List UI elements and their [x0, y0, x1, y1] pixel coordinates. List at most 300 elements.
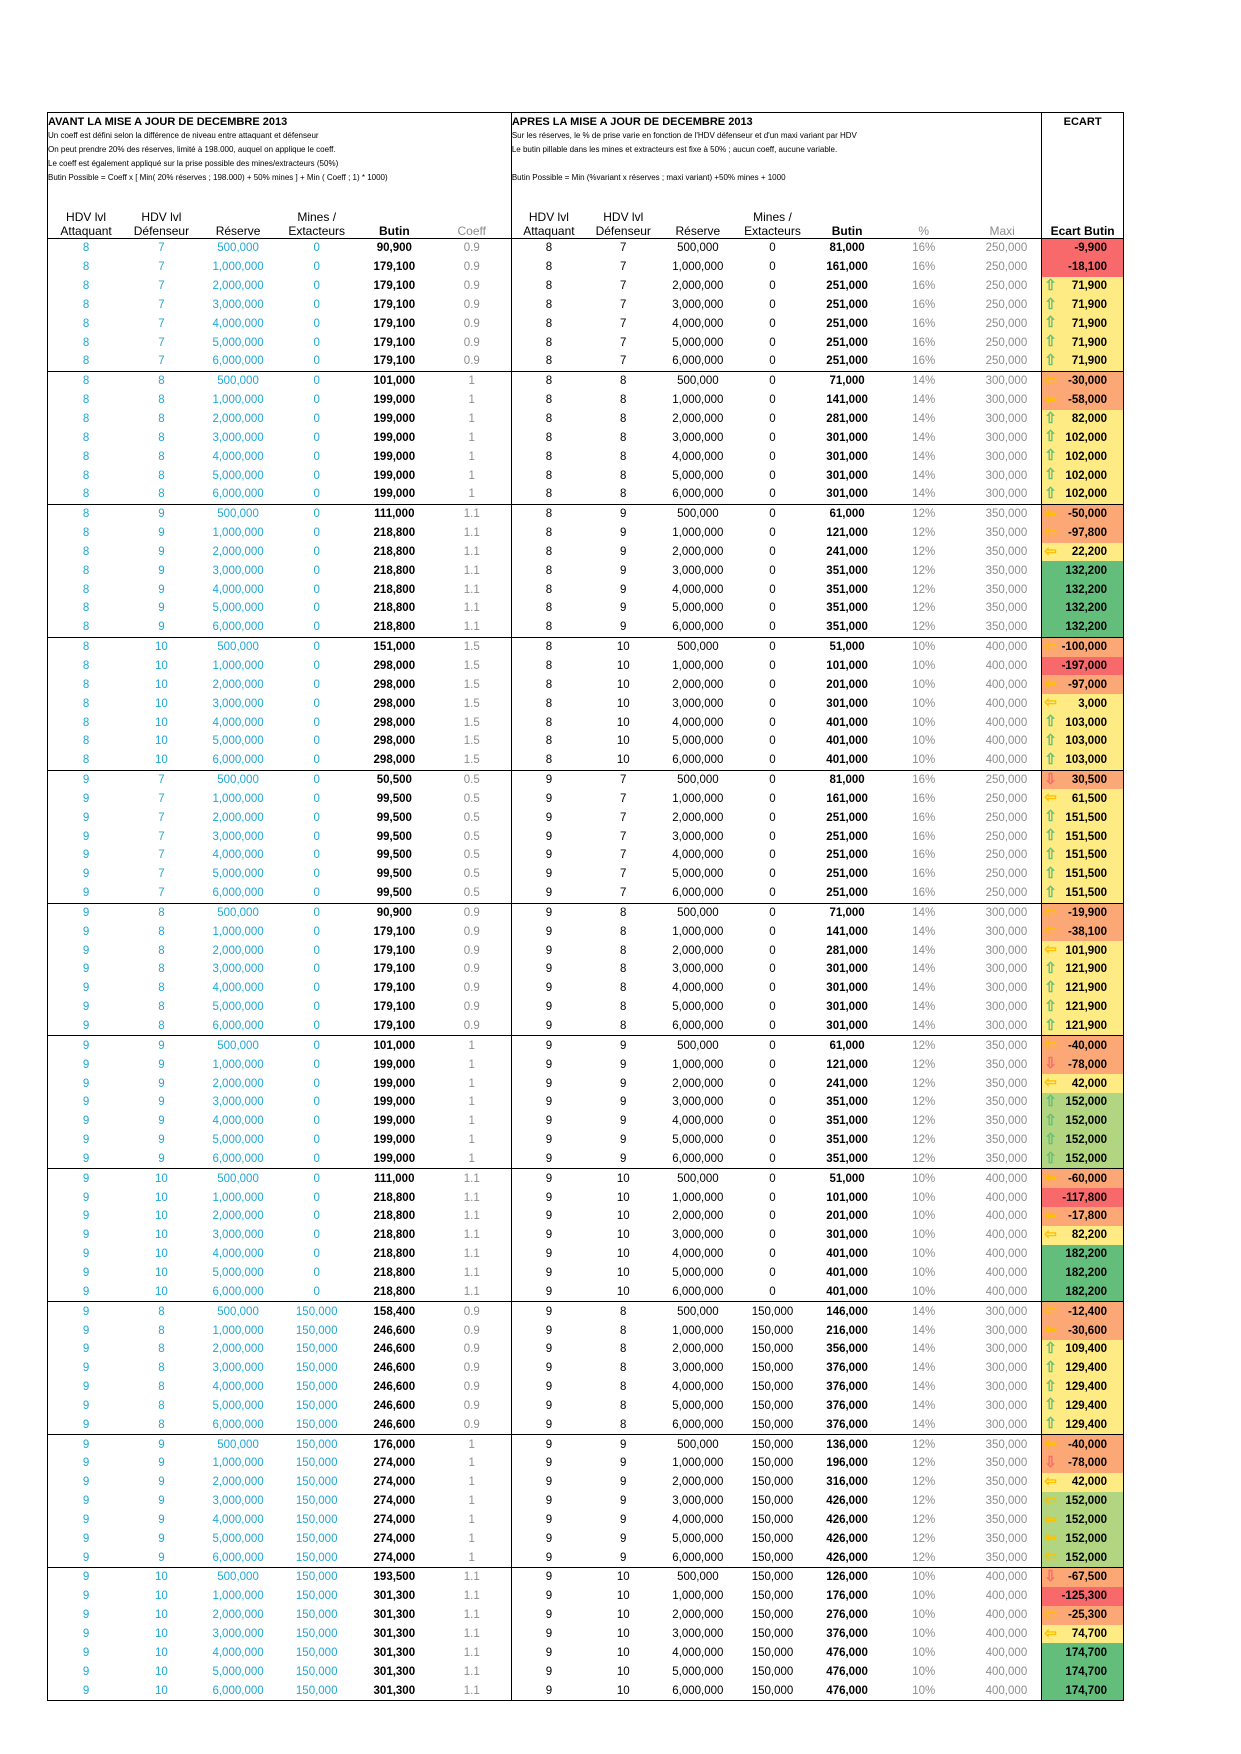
before-hdv-attaquant-cell: 8: [48, 694, 125, 713]
before-mines-cell: 0: [313, 735, 320, 748]
before-hdv-attaquant-cell: 8: [48, 524, 125, 543]
arrow-side-icon: ⇦: [1044, 789, 1057, 807]
before-coeff-cell: 0.9: [433, 314, 512, 333]
before-mines-cell: 0: [313, 944, 320, 957]
arrow-side-icon: ⇦: [1044, 694, 1057, 712]
ecart-butin-cell: [1042, 524, 1124, 543]
after-percent-cell: 12%: [912, 1551, 936, 1564]
before-hdv-defenseur-cell: 9: [124, 1036, 199, 1055]
arrow-side-icon: ⇦: [1044, 542, 1057, 560]
after-reserve-cell: 3,000,000: [672, 1495, 724, 1508]
after-maxi-cell: 350,000: [985, 1513, 1028, 1526]
arrow-up-icon: ⇧: [1044, 1282, 1057, 1300]
table-row: [48, 941, 1124, 960]
before-mines-cell: 0: [313, 1115, 320, 1128]
after-butin-cell: 51,000: [810, 637, 885, 656]
after-mines-cell: 150,000: [751, 1476, 794, 1489]
after-col-hdv-defenseur-header: HDV lvl Défenseur: [595, 210, 651, 238]
ecart-butin-cell: [1042, 1529, 1124, 1548]
after-hdv-attaquant-cell: 9: [511, 1169, 586, 1188]
before-coeff-cell: 0.9: [433, 1017, 512, 1036]
before-hdv-attaquant-cell: 9: [48, 1093, 125, 1112]
after-maxi-cell: 300,000: [985, 963, 1028, 976]
table-row: [48, 713, 1124, 732]
ecart-value: -30,600: [1067, 1324, 1107, 1337]
arrow-up-icon: ⇧: [1044, 599, 1057, 617]
before-coeff-cell: 1.1: [433, 1643, 512, 1662]
before-mines-cell: 150,000: [295, 1457, 338, 1470]
ecart-butin-cell: [1042, 1454, 1124, 1473]
before-col-coeff-header: Coeff: [433, 197, 512, 239]
before-hdv-defenseur-cell: 9: [158, 1495, 165, 1508]
arrow-up-icon: ⇧: [1044, 409, 1057, 427]
ecart-butin-cell: [1042, 239, 1124, 258]
table-row: [48, 1643, 1124, 1662]
after-butin-cell: 216,000: [826, 1324, 868, 1337]
after-maxi-cell: 300,000: [985, 450, 1028, 463]
before-mines-cell: 0: [313, 488, 320, 501]
after-maxi-cell: 300,000: [985, 982, 1028, 995]
after-mines-cell: 0: [769, 678, 776, 691]
after-reserve-cell: 6,000,000: [672, 621, 724, 634]
ecart-value: -78,000: [1067, 1457, 1107, 1470]
after-percent-cell: 10%: [912, 1684, 936, 1697]
after-mines-cell: 0: [769, 697, 776, 710]
after-percent-cell: 16%: [912, 261, 936, 274]
ecart-butin-cell: [1042, 1415, 1124, 1434]
before-butin-cell: 301,300: [373, 1646, 416, 1659]
after-reserve-cell: 3,000,000: [672, 564, 724, 577]
after-maxi-cell: 400,000: [985, 754, 1028, 767]
after-mines-cell: 0: [769, 1266, 776, 1279]
table-row: [48, 561, 1124, 580]
before-hdv-defenseur-cell: 10: [124, 1169, 199, 1188]
after-hdv-attaquant-cell: 9: [545, 1058, 553, 1071]
before-coeff-cell: 1.1: [433, 599, 512, 618]
after-mines-cell: 150,000: [751, 1324, 794, 1337]
before-coeff-cell: 0.9: [433, 960, 512, 979]
ecart-value: -197,000: [1061, 659, 1107, 672]
after-formula: Butin Possible = Min (%variant x réserves ; maxi variant) +50% mines + 1000: [511, 173, 786, 182]
after-reserve-cell: 1,000,000: [672, 1058, 724, 1071]
after-percent-cell: 16%: [884, 770, 963, 789]
ecart-value: 71,900: [1071, 355, 1107, 368]
after-percent-cell: 12%: [912, 621, 936, 634]
before-hdv-attaquant-cell: 8: [48, 428, 125, 447]
before-coeff-cell: 1.1: [433, 1282, 512, 1301]
after-butin-cell: 251,000: [826, 317, 868, 330]
after-hdv-attaquant-cell: 9: [545, 1513, 553, 1526]
before-butin-cell: 301,300: [373, 1628, 416, 1641]
after-hdv-defenseur-cell: 8: [620, 944, 627, 957]
after-percent-cell: 14%: [912, 394, 936, 407]
after-reserve-cell: 2,000,000: [672, 1476, 724, 1489]
before-mines-cell: 0: [277, 504, 356, 523]
before-hdv-defenseur-cell: 7: [158, 830, 165, 843]
after-maxi-cell: 300,000: [985, 1324, 1028, 1337]
after-mines-cell: 0: [769, 1077, 776, 1090]
after-note: Sur les réserves, le % de prise varie en fonction de l'HDV défenseur et d'un maxi variant par HDV: [511, 131, 857, 140]
after-hdv-defenseur-cell: 8: [620, 1399, 627, 1412]
before-hdv-defenseur-cell: 10: [155, 1684, 168, 1697]
before-hdv-defenseur-cell: 9: [158, 564, 165, 577]
before-mines-cell: 0: [313, 982, 320, 995]
before-butin-cell: 199,000: [373, 1096, 416, 1109]
after-reserve-cell: 3,000,000: [672, 697, 724, 710]
before-hdv-attaquant-cell: 9: [48, 1454, 125, 1473]
before-butin-cell: 199,000: [373, 450, 416, 463]
ecart-butin-cell: [1042, 865, 1124, 884]
after-col-butin-header: Butin: [831, 224, 863, 238]
before-col-butin-header: Butin: [379, 224, 410, 238]
ecart-butin-cell: [1042, 1492, 1124, 1511]
after-reserve-cell: 3,000,000: [672, 1229, 724, 1242]
after-hdv-defenseur-cell: 8: [620, 1418, 627, 1431]
before-mines-cell: 150,000: [277, 1568, 356, 1587]
before-hdv-defenseur-cell: 9: [158, 1532, 165, 1545]
arrow-side-icon: ⇦: [1044, 675, 1057, 693]
ecart-value: 129,400: [1065, 1381, 1107, 1394]
after-percent-cell: 10%: [912, 1266, 936, 1279]
after-mines-cell: 0: [769, 469, 776, 482]
before-coeff-cell: 1.1: [433, 580, 512, 599]
ecart-butin-cell: [1042, 1188, 1124, 1207]
after-mines-cell: 0: [769, 830, 776, 843]
after-reserve-cell: 4,000,000: [672, 583, 724, 596]
before-butin-cell: 218,800: [373, 1229, 416, 1242]
before-coeff-cell: 1.5: [433, 751, 512, 770]
before-coeff-cell: 1: [433, 1055, 512, 1074]
table-row: [48, 447, 1124, 466]
after-butin-cell: 141,000: [826, 394, 868, 407]
ecart-butin-cell: [1042, 1378, 1124, 1397]
after-maxi-cell: 250,000: [985, 868, 1028, 881]
before-reserve-cell: 2,000,000: [212, 280, 264, 293]
before-butin-cell: 199,000: [373, 488, 416, 501]
after-maxi-cell: 350,000: [963, 1036, 1042, 1055]
before-mines-cell: 0: [313, 336, 320, 349]
after-hdv-defenseur-cell: 9: [620, 1058, 627, 1071]
after-hdv-defenseur-cell: 7: [620, 868, 627, 881]
ecart-value: 102,000: [1065, 488, 1107, 501]
after-butin-cell: 81,000: [810, 239, 885, 258]
before-reserve-cell: 2,000,000: [212, 1476, 264, 1489]
before-hdv-defenseur-cell: 10: [155, 1609, 168, 1622]
after-maxi-cell: 400,000: [985, 716, 1028, 729]
before-butin-cell: 90,900: [356, 903, 433, 922]
after-percent-cell: 12%: [912, 1457, 936, 1470]
before-hdv-attaquant-cell: 9: [48, 1378, 125, 1397]
before-reserve-cell: 4,000,000: [212, 1381, 264, 1394]
after-hdv-defenseur-cell: 8: [620, 1020, 627, 1033]
before-hdv-attaquant-cell: 8: [48, 239, 125, 258]
arrow-up-icon: ⇧: [1044, 580, 1057, 598]
after-butin-cell: 301,000: [826, 469, 868, 482]
arrow-up-icon: ⇧: [1044, 713, 1057, 731]
before-coeff-cell: 1.1: [433, 1207, 512, 1226]
ecart-value: 82,200: [1071, 1229, 1107, 1242]
after-reserve-cell: 2,000,000: [672, 678, 724, 691]
table-row: [48, 580, 1124, 599]
before-mines-cell: 0: [313, 469, 320, 482]
ecart-value: 174,700: [1065, 1684, 1107, 1697]
before-reserve-cell: 5,000,000: [212, 1665, 264, 1678]
before-hdv-defenseur-cell: 8: [124, 371, 199, 390]
table-row: [48, 694, 1124, 713]
after-reserve-cell: 3,000,000: [672, 298, 724, 311]
before-hdv-attaquant-cell: 9: [48, 1511, 125, 1530]
after-hdv-attaquant-cell: 9: [545, 1609, 553, 1622]
before-coeff-cell: 1: [433, 1093, 512, 1112]
after-maxi-cell: 250,000: [985, 355, 1028, 368]
after-percent-cell: 14%: [912, 982, 936, 995]
before-hdv-defenseur-cell: 8: [158, 431, 165, 444]
before-reserve-cell: 6,000,000: [212, 754, 264, 767]
after-reserve-cell: 500,000: [661, 770, 736, 789]
after-reserve-cell: 6,000,000: [672, 1551, 724, 1564]
before-hdv-attaquant-cell: 8: [48, 258, 125, 277]
after-mines-cell: 0: [769, 1001, 776, 1014]
before-coeff-cell: 0.5: [433, 884, 512, 903]
before-hdv-attaquant-cell: 8: [48, 713, 125, 732]
after-hdv-defenseur-cell: 10: [616, 1229, 630, 1242]
before-butin-cell: 301,300: [373, 1684, 416, 1697]
ecart-butin-cell: [1042, 941, 1124, 960]
before-hdv-attaquant-cell: 8: [48, 543, 125, 562]
table-row: [48, 1112, 1124, 1131]
before-butin-cell: 199,000: [373, 1115, 416, 1128]
after-butin-cell: 376,000: [826, 1399, 868, 1412]
table-row: [48, 239, 1124, 258]
after-percent-cell: 14%: [912, 488, 936, 501]
after-butin-cell: 126,000: [810, 1568, 885, 1587]
after-mines-cell: 0: [769, 298, 776, 311]
before-coeff-cell: 1.1: [433, 1245, 512, 1264]
after-percent-cell: 10%: [884, 1169, 963, 1188]
after-percent-cell: 10%: [884, 637, 963, 656]
after-percent-cell: 10%: [912, 1665, 936, 1678]
after-percent-cell: 10%: [912, 1229, 936, 1242]
table-row: [48, 524, 1124, 543]
before-coeff-cell: 1: [433, 391, 512, 410]
after-reserve-cell: 5,000,000: [672, 868, 724, 881]
after-maxi-cell: 250,000: [985, 280, 1028, 293]
before-hdv-defenseur-cell: 10: [155, 1248, 168, 1261]
after-percent-cell: 14%: [912, 1399, 936, 1412]
before-hdv-defenseur-cell: 8: [158, 1001, 165, 1014]
after-hdv-attaquant-cell: 8: [545, 298, 553, 311]
table-row: [48, 1226, 1124, 1245]
ecart-value: 102,000: [1065, 469, 1107, 482]
after-reserve-cell: 2,000,000: [672, 1077, 724, 1090]
after-hdv-attaquant-cell: 8: [545, 716, 553, 729]
after-hdv-defenseur-cell: 8: [620, 1324, 627, 1337]
after-butin-cell: 121,000: [826, 1058, 868, 1071]
before-hdv-attaquant-cell: 9: [48, 1415, 125, 1434]
table-row: [48, 1302, 1124, 1321]
arrow-side-icon: ⇦: [1044, 1548, 1057, 1566]
ecart-value: 42,000: [1071, 1077, 1107, 1090]
before-reserve-cell: 2,000,000: [212, 413, 264, 426]
table-row: [48, 884, 1124, 903]
before-hdv-attaquant-cell: 8: [48, 352, 125, 371]
before-mines-cell: 150,000: [295, 1551, 338, 1564]
after-hdv-attaquant-cell: 9: [545, 1590, 553, 1603]
before-hdv-defenseur-cell: 8: [158, 1362, 165, 1375]
table-row: [48, 1321, 1124, 1340]
after-butin-cell: 301,000: [826, 488, 868, 501]
before-mines-cell: 0: [313, 792, 320, 805]
before-hdv-defenseur-cell: 8: [158, 394, 165, 407]
after-mines-cell: 0: [769, 944, 776, 957]
after-reserve-cell: 5,000,000: [672, 1001, 724, 1014]
after-maxi-cell: 300,000: [985, 431, 1028, 444]
after-reserve-cell: 5,000,000: [672, 1399, 724, 1412]
after-reserve-cell: 500,000: [661, 903, 736, 922]
after-percent-cell: 10%: [912, 1248, 936, 1261]
after-mines-cell: 0: [769, 1134, 776, 1147]
before-section-header: [48, 113, 512, 197]
arrow-side-icon: ⇦: [1044, 1207, 1057, 1225]
ecart-value: 42,000: [1071, 1476, 1107, 1489]
after-butin-cell: 161,000: [826, 261, 868, 274]
before-hdv-defenseur-cell: 7: [124, 770, 199, 789]
after-percent-cell: 14%: [912, 925, 936, 938]
before-butin-cell: 298,000: [373, 735, 416, 748]
after-hdv-defenseur-cell: 8: [620, 488, 627, 501]
before-coeff-cell: 0.9: [433, 258, 512, 277]
ecart-value: -40,000: [1067, 1039, 1107, 1052]
before-hdv-attaquant-cell: 8: [48, 561, 125, 580]
ecart-value: -18,100: [1067, 261, 1107, 274]
after-reserve-cell: 500,000: [661, 637, 736, 656]
ecart-butin-cell: [1042, 884, 1124, 903]
after-maxi-cell: 250,000: [963, 239, 1042, 258]
ecart-butin-cell: [1042, 1643, 1124, 1662]
before-reserve-cell: 4,000,000: [212, 1115, 264, 1128]
after-maxi-cell: 350,000: [985, 1152, 1028, 1165]
arrow-down-icon: ⇩: [1044, 770, 1057, 788]
after-butin-cell: 301,000: [826, 1001, 868, 1014]
after-percent-cell: 16%: [912, 830, 936, 843]
before-hdv-attaquant-cell: 9: [48, 1568, 125, 1587]
after-butin-cell: 301,000: [826, 450, 868, 463]
before-coeff-cell: 1.1: [433, 524, 512, 543]
table-row: [48, 770, 1124, 789]
after-percent-cell: 14%: [912, 469, 936, 482]
after-mines-cell: 0: [735, 770, 810, 789]
after-mines-cell: 0: [769, 355, 776, 368]
after-maxi-cell: 250,000: [985, 261, 1028, 274]
ecart-butin-cell: [1042, 998, 1124, 1017]
ecart-butin-cell: [1042, 979, 1124, 998]
after-mines-cell: 0: [769, 1115, 776, 1128]
before-butin-cell: 298,000: [373, 659, 416, 672]
before-hdv-defenseur-cell: 8: [158, 1343, 165, 1356]
table-row: [48, 1017, 1124, 1036]
before-coeff-cell: 0.9: [433, 998, 512, 1017]
before-hdv-defenseur-cell: 9: [124, 504, 199, 523]
comparison-table: [47, 112, 1124, 1701]
after-mines-cell: 150,000: [735, 1302, 810, 1321]
ecart-butin-cell: [1042, 751, 1124, 770]
ecart-value: -100,000: [1061, 641, 1107, 654]
before-reserve-cell: 1,000,000: [212, 527, 264, 540]
arrow-up-icon: ⇧: [1044, 808, 1057, 826]
before-butin-cell: 246,600: [373, 1343, 416, 1356]
after-butin-cell: 376,000: [826, 1381, 868, 1394]
before-formula: Butin Possible = Coeff x [ Min( 20% réserves ; 198.000) + 50% mines ] + Min ( Coeff ; 1) * 1000): [48, 173, 388, 182]
after-butin-cell: 476,000: [826, 1684, 868, 1697]
before-mines-cell: 0: [277, 1036, 356, 1055]
after-reserve-cell: 5,000,000: [672, 602, 724, 615]
arrow-up-icon: ⇧: [1044, 617, 1057, 635]
after-mines-cell: 150,000: [751, 1684, 794, 1697]
after-butin-cell: 61,000: [810, 1036, 885, 1055]
after-percent-cell: 12%: [912, 1495, 936, 1508]
table-row: [48, 1511, 1124, 1530]
after-butin-cell: 356,000: [826, 1343, 868, 1356]
before-coeff-cell: 0.9: [433, 941, 512, 960]
after-percent-cell: 14%: [912, 1418, 936, 1431]
before-mines-cell: 0: [277, 770, 356, 789]
after-hdv-defenseur-cell: 7: [620, 830, 627, 843]
after-mines-cell: 0: [769, 1191, 776, 1204]
ecart-value: 102,000: [1065, 431, 1107, 444]
before-hdv-attaquant-cell: 9: [48, 1245, 125, 1264]
ecart-value: 151,500: [1065, 868, 1107, 881]
after-butin-cell: 301,000: [826, 1229, 868, 1242]
before-mines-cell: 150,000: [295, 1590, 338, 1603]
before-mines-cell: 0: [313, 849, 320, 862]
ecart-butin-cell: [1042, 1587, 1124, 1606]
before-hdv-attaquant-cell: 8: [48, 447, 125, 466]
before-reserve-cell: 6,000,000: [212, 1551, 264, 1564]
table-row: [48, 960, 1124, 979]
after-hdv-defenseur-cell: 8: [620, 431, 627, 444]
before-hdv-defenseur-cell: 9: [158, 621, 165, 634]
after-mines-cell: 0: [769, 413, 776, 426]
table-bottom-border-cell: [48, 1700, 1124, 1701]
after-hdv-defenseur-cell: 9: [620, 1096, 627, 1109]
before-butin-cell: 179,100: [373, 982, 416, 995]
after-hdv-defenseur-cell: 8: [620, 450, 627, 463]
after-percent-cell: 14%: [884, 371, 963, 390]
after-butin-cell: 351,000: [826, 583, 868, 596]
ecart-butin-cell: [1042, 1359, 1124, 1378]
after-butin-cell: 351,000: [826, 564, 868, 577]
before-hdv-attaquant-cell: 9: [48, 960, 125, 979]
after-butin-cell: 161,000: [826, 792, 868, 805]
before-coeff-cell: 1.5: [433, 675, 512, 694]
after-hdv-defenseur-cell: 8: [586, 903, 661, 922]
after-hdv-defenseur-cell: 8: [620, 925, 627, 938]
after-maxi-cell: 400,000: [963, 637, 1042, 656]
after-hdv-defenseur-cell: 7: [586, 770, 661, 789]
after-reserve-cell: 3,000,000: [672, 1628, 724, 1641]
table-row: [48, 1396, 1124, 1415]
after-percent-cell: 14%: [912, 963, 936, 976]
after-mines-cell: 0: [769, 1248, 776, 1261]
table-row: [48, 410, 1124, 429]
ecart-butin-cell: [1042, 713, 1124, 732]
after-hdv-attaquant-cell: 8: [545, 469, 553, 482]
ecart-value: 182,200: [1065, 1285, 1107, 1298]
after-hdv-defenseur-cell: 8: [620, 469, 627, 482]
before-butin-cell: 218,800: [373, 602, 416, 615]
after-maxi-cell: 300,000: [963, 1302, 1042, 1321]
ecart-butin-cell: [1042, 543, 1124, 562]
